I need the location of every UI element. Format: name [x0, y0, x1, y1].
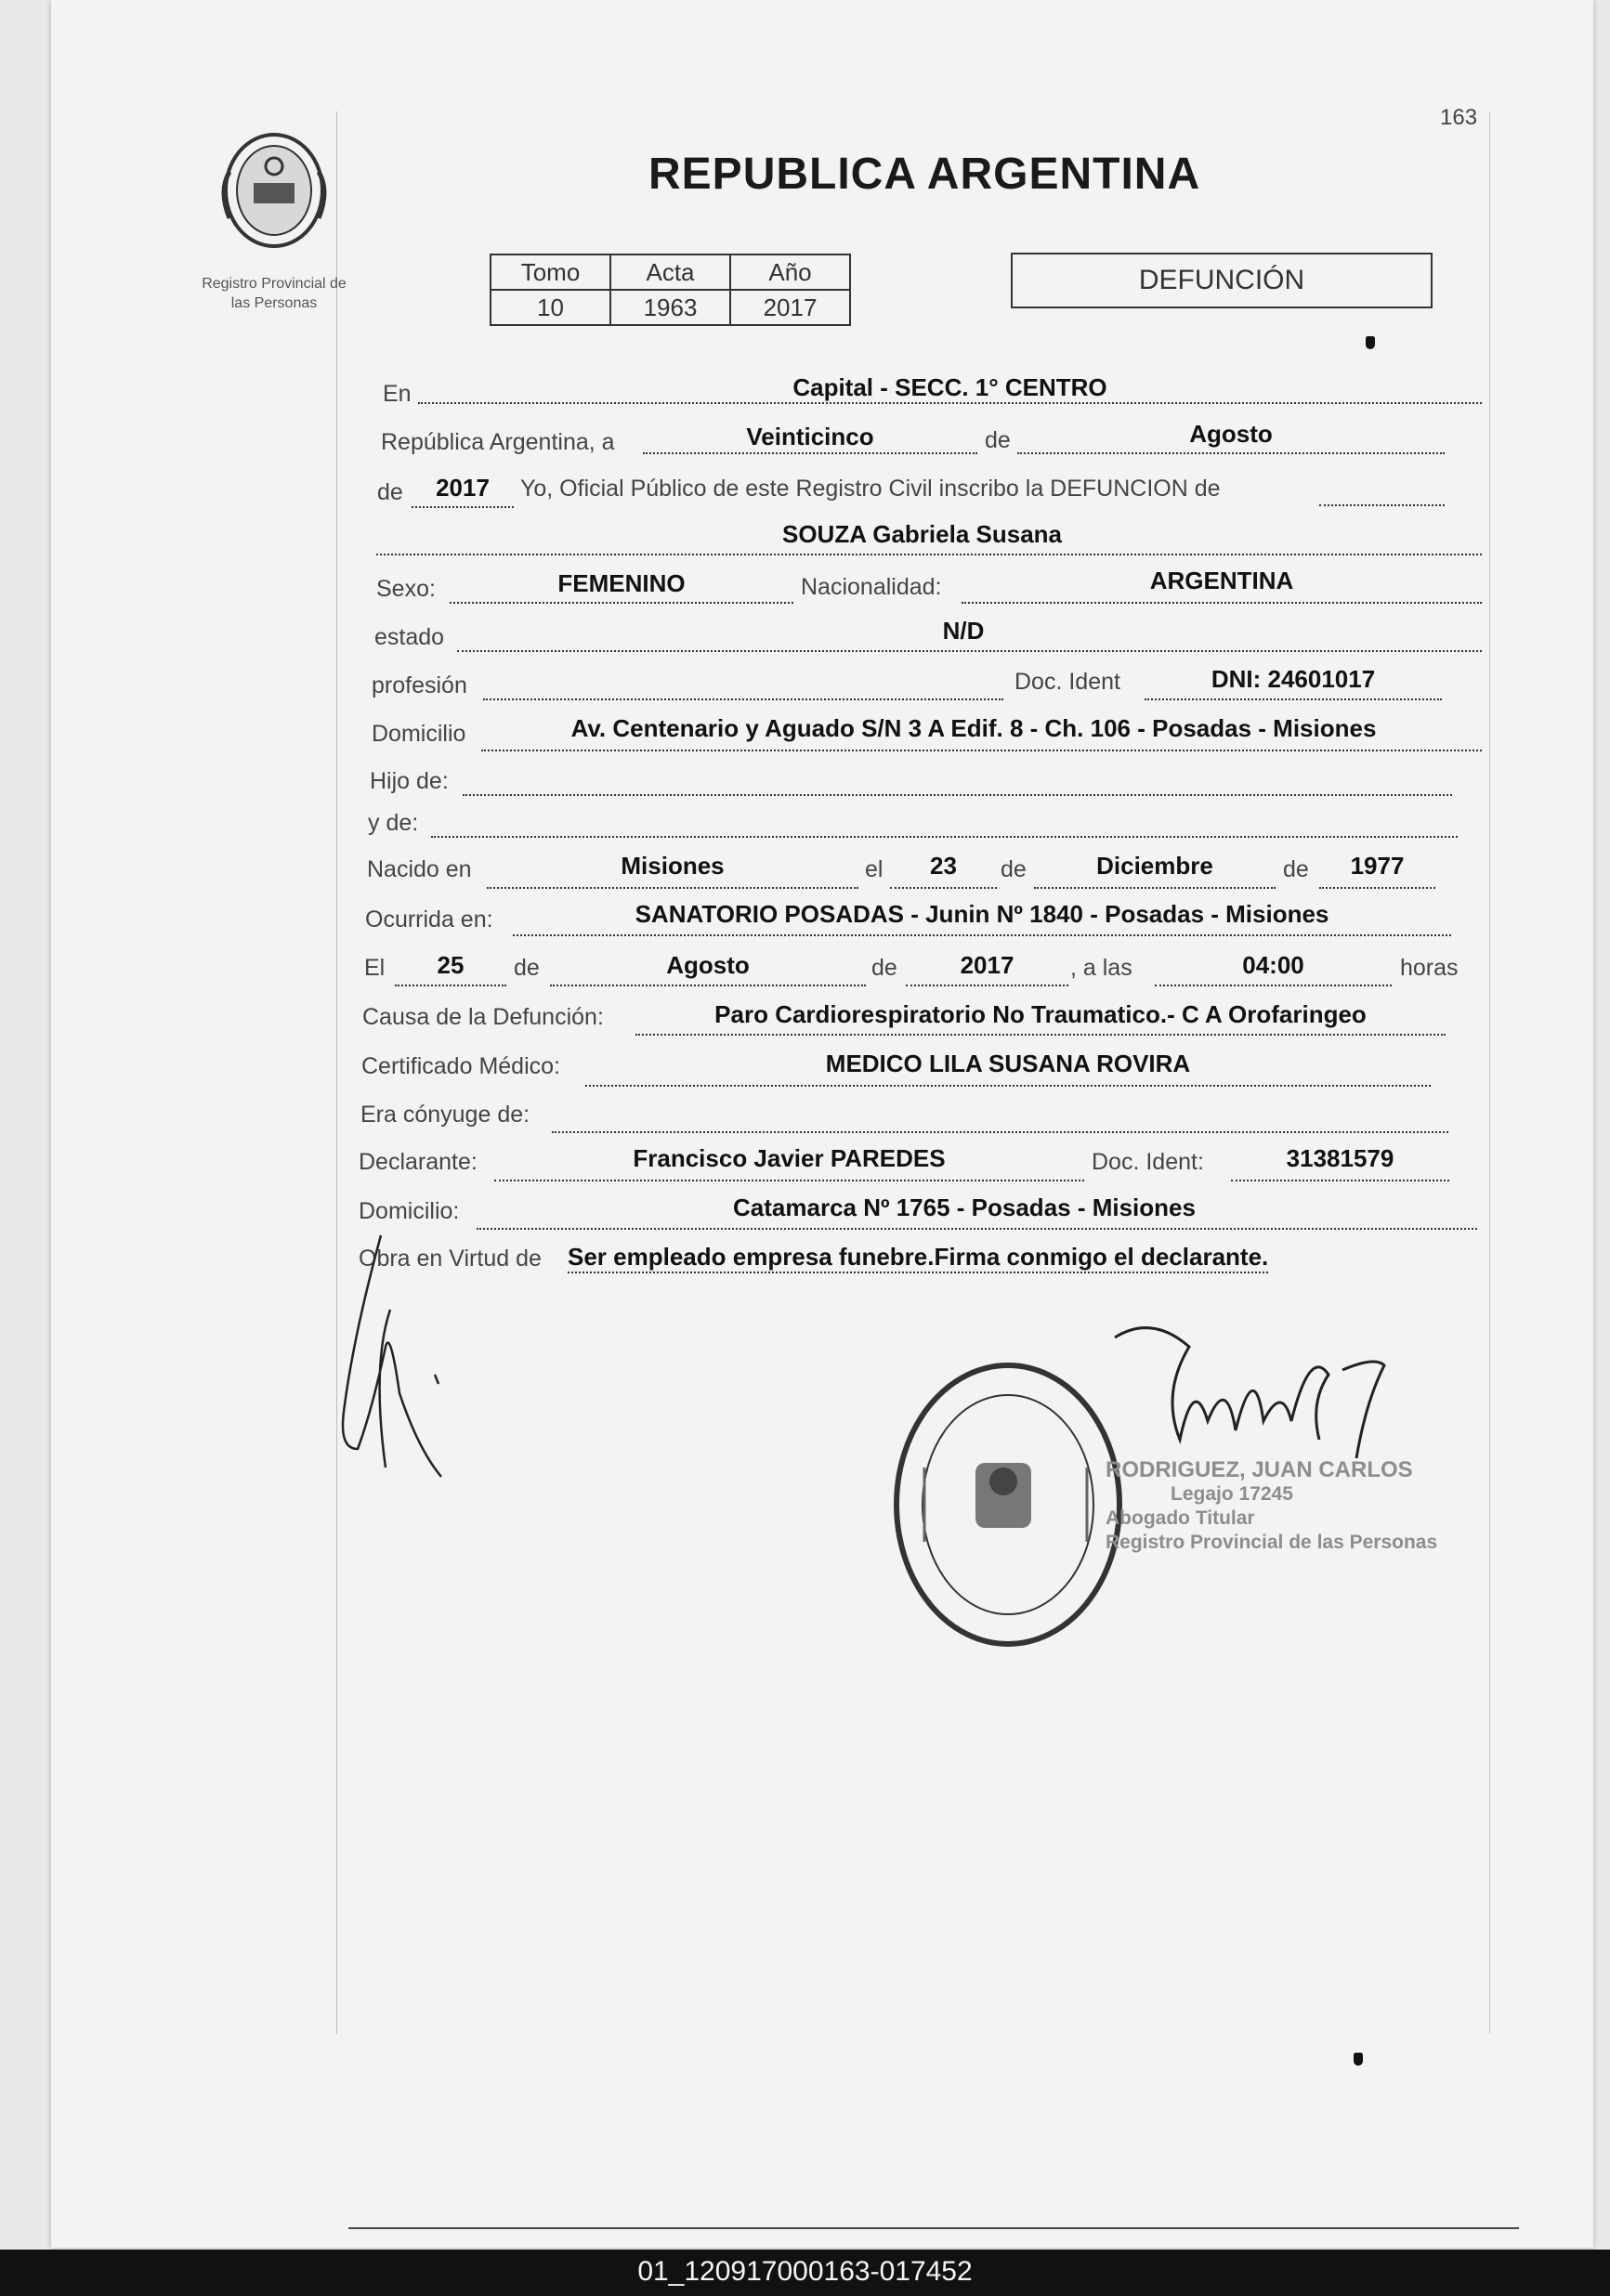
- value-mes-nacimiento: Diciembre: [1096, 852, 1213, 880]
- value-estado: N/D: [942, 617, 985, 645]
- document-type-box: DEFUNCIÓN: [1011, 253, 1433, 308]
- registry-value-acta: 1963: [610, 290, 730, 325]
- seal-caption: [181, 274, 367, 313]
- form-border-left: [336, 111, 337, 2034]
- declarant-signature-icon: [334, 1226, 465, 1505]
- footer-filename: 01_120917000163-017452: [637, 2256, 973, 2287]
- value-dia-defuncion: 25: [437, 951, 465, 979]
- label-el-fecha: El: [364, 955, 386, 981]
- dotted-line: [487, 887, 858, 889]
- dotted-line: [552, 1131, 1448, 1133]
- official-title: Abogado Titular: [1106, 1507, 1255, 1529]
- registry-header-anio: Año: [730, 254, 850, 290]
- label-el: el: [865, 856, 884, 882]
- dotted-line: [1319, 887, 1435, 889]
- dotted-line: [550, 985, 866, 986]
- value-anio-nacimiento: 1977: [1350, 852, 1405, 880]
- dotted-line: [1155, 985, 1392, 986]
- label-de: de: [985, 427, 1011, 453]
- label-horas: horas: [1400, 955, 1459, 981]
- dotted-line: [1319, 504, 1445, 506]
- dotted-line: [481, 750, 1482, 751]
- dotted-line: [643, 452, 977, 454]
- label-domicilio: Domicilio: [372, 721, 466, 747]
- dotted-line: [494, 1180, 1084, 1181]
- value-day-words: Veinticinco: [746, 423, 874, 450]
- form-border-right: [1489, 111, 1490, 2034]
- dotted-line: [890, 887, 997, 889]
- label-obra: Obra en Virtud de: [359, 1246, 542, 1272]
- label-sexo: Sexo:: [376, 576, 436, 602]
- seal-caption-line2: las Personas: [230, 295, 318, 311]
- label-hijo-de: Hijo de:: [370, 768, 449, 794]
- value-certificado: MEDICO LILA SUSANA ROVIRA: [825, 1050, 1191, 1077]
- value-causa: Paro Cardiorespiratorio No Traumatico.- C A Orofaringeo: [714, 1000, 1367, 1028]
- dotted-line: [418, 402, 1482, 404]
- value-lugar-nacimiento: Misiones: [621, 852, 725, 880]
- official-office: Registro Provincial de las Personas: [1106, 1532, 1438, 1553]
- dotted-line: [483, 698, 1003, 700]
- registry-table: [490, 254, 851, 326]
- dotted-line: [376, 554, 1482, 555]
- label-nacionalidad: Nacionalidad:: [801, 574, 942, 600]
- dotted-line: [1034, 887, 1276, 889]
- value-deceased-name: SOUZA Gabriela Susana: [781, 520, 1063, 548]
- label-ocurrida-en: Ocurrida en:: [365, 907, 493, 933]
- dotted-line: [1145, 698, 1442, 700]
- value-en: Capital - SECC. 1° CENTRO: [792, 373, 1107, 401]
- registry-header-row: [491, 254, 850, 290]
- value-hora-defuncion: 04:00: [1242, 951, 1304, 979]
- document-sheet: [51, 0, 1593, 2248]
- seal-emblem-icon: [209, 125, 339, 255]
- next-page-strip: [348, 2227, 1519, 2251]
- label-domicilio-declarante: Domicilio:: [359, 1198, 460, 1224]
- value-domicilio-declarante: Catamarca Nº 1765 - Posadas - Misiones: [733, 1194, 1196, 1221]
- label-en: En: [383, 381, 412, 407]
- dotted-line: [450, 602, 793, 604]
- label-doc-ident: Doc. Ident: [1014, 669, 1120, 695]
- dotted-line: [962, 602, 1482, 604]
- value-domicilio: Av. Centenario y Aguado S/N 3 A Edif. 8 - Ch. 106 - Posadas - Misiones: [570, 714, 1377, 742]
- value-obra: Ser empleado empresa funebre.Firma conmigo el declarante.: [568, 1243, 1268, 1273]
- label-de: de: [1001, 856, 1027, 882]
- scan-mark: [1354, 2053, 1363, 2066]
- dotted-line: [906, 985, 1068, 986]
- stamp-seal-icon: [887, 1356, 1129, 1653]
- registry-value-row: [491, 290, 850, 325]
- label-declarante: Declarante:: [359, 1149, 478, 1175]
- seal-caption-line1: Registro Provincial de: [202, 276, 347, 292]
- value-declarante: Francisco Javier PAREDES: [633, 1144, 946, 1172]
- registry-header-acta: Acta: [610, 254, 730, 290]
- label-republica: República Argentina, a: [381, 429, 615, 455]
- dotted-line: [635, 1034, 1446, 1036]
- dotted-line: [1231, 1180, 1449, 1181]
- label-de: de: [1283, 856, 1309, 882]
- official-stamp: [887, 1356, 1129, 1658]
- value-month: Agosto: [1189, 420, 1273, 448]
- dotted-line: [1017, 452, 1445, 454]
- value-nacionalidad: ARGENTINA: [1149, 567, 1294, 594]
- official-signature-icon: [1106, 1319, 1412, 1477]
- label-de-year: de: [377, 479, 403, 505]
- official-info: [1106, 1458, 1437, 1555]
- provincial-seal: [181, 125, 367, 313]
- dotted-line: [477, 1228, 1477, 1230]
- value-sexo: FEMENINO: [557, 569, 686, 597]
- text-inscription: Yo, Oficial Público de este Registro Civil inscribo la DEFUNCION de: [520, 476, 1221, 502]
- dotted-line: [431, 836, 1458, 838]
- label-conyuge: Era cónyuge de:: [360, 1102, 530, 1128]
- label-causa: Causa de la Defunción:: [362, 1004, 604, 1030]
- label-de: de: [871, 955, 897, 981]
- label-doc-ident-declarante: Doc. Ident:: [1092, 1149, 1204, 1175]
- value-doc-declarante: 31381579: [1286, 1144, 1394, 1172]
- dotted-line: [412, 506, 514, 508]
- label-a-las: , a las: [1070, 955, 1132, 981]
- registry-value-tomo: 10: [491, 290, 610, 325]
- registry-header-tomo: Tomo: [491, 254, 610, 290]
- value-dia-nacimiento: 23: [930, 852, 957, 880]
- official-legajo: Legajo 17245: [1171, 1483, 1293, 1505]
- label-estado: estado: [374, 624, 445, 650]
- value-lugar-defuncion: SANATORIO POSADAS - Junin Nº 1840 - Posadas - Misiones: [635, 900, 1329, 928]
- value-dni: DNI: 24601017: [1211, 665, 1376, 693]
- dotted-line: [513, 934, 1451, 936]
- value-mes-defuncion: Agosto: [666, 951, 750, 979]
- label-y-de: y de:: [368, 810, 419, 836]
- label-certificado: Certificado Médico:: [361, 1053, 560, 1079]
- document-title: REPUBLICA ARGENTINA: [648, 150, 1201, 199]
- dotted-line: [457, 650, 1482, 652]
- page-number: 163: [1440, 105, 1478, 130]
- value-anio-defuncion: 2017: [960, 951, 1014, 979]
- label-nacido-en: Nacido en: [367, 856, 472, 882]
- official-name: RODRIGUEZ, JUAN CARLOS: [1106, 1457, 1413, 1482]
- registry-value-anio: 2017: [730, 290, 850, 325]
- scan-mark: [1366, 336, 1375, 349]
- value-year: 2017: [436, 474, 490, 502]
- label-profesion: profesión: [372, 672, 467, 698]
- dotted-line: [463, 794, 1452, 796]
- label-de: de: [514, 955, 540, 981]
- dotted-line: [395, 985, 506, 986]
- dotted-line: [585, 1085, 1431, 1087]
